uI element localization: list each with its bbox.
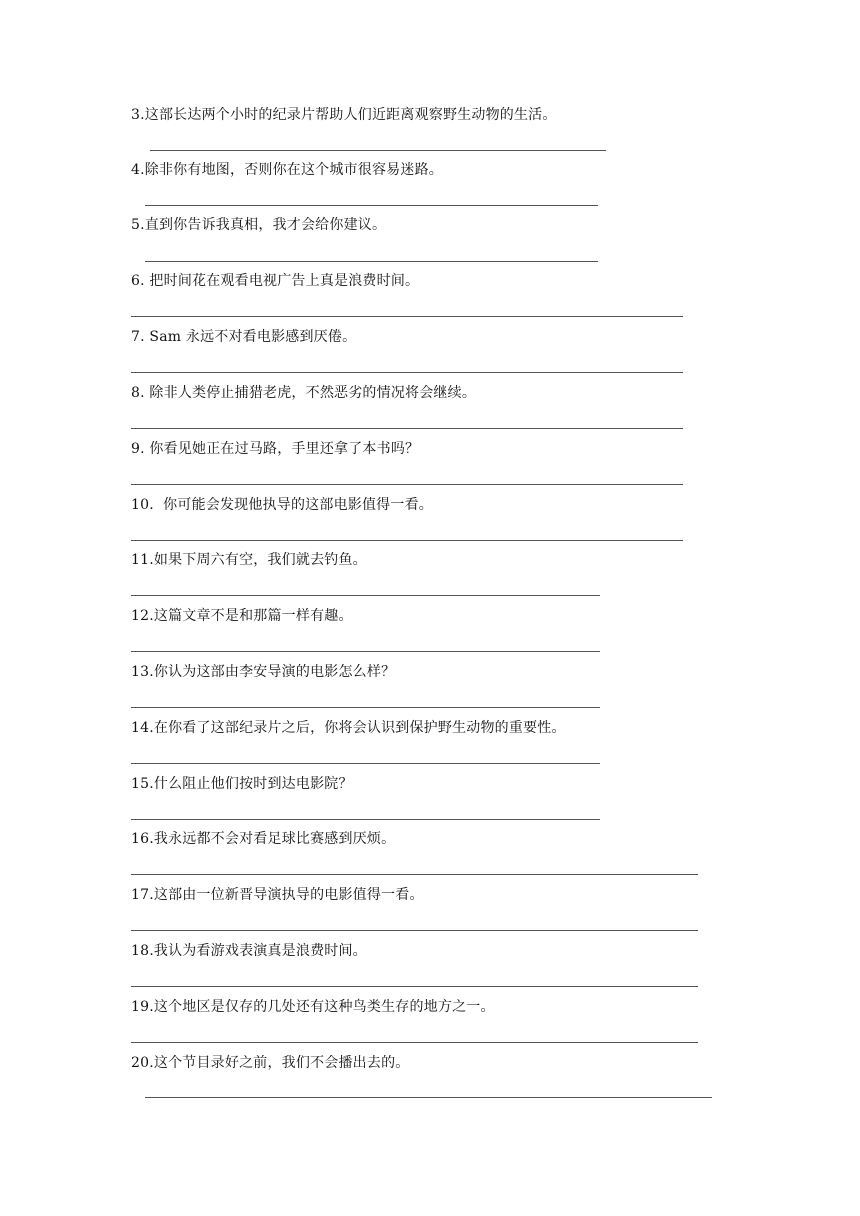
question-number: 11.: [131, 552, 154, 568]
question-text: 你认为这部由李安导演的电影怎么样？: [153, 664, 396, 680]
question-17: [131, 886, 424, 904]
question-number: 9.: [131, 441, 150, 457]
question-number: 14.: [131, 720, 154, 736]
question-11: [131, 551, 367, 569]
answer-line-17[interactable]: [131, 930, 698, 931]
question-18: [131, 942, 367, 960]
question-number: 7.: [131, 329, 150, 345]
question-19: [131, 998, 495, 1016]
question-number: 12.: [131, 608, 154, 624]
question-text: 我认为看游戏表演真是浪费时间。: [153, 943, 367, 959]
question-8: [131, 384, 476, 402]
answer-line-9[interactable]: [131, 484, 683, 485]
question-16: [131, 830, 395, 848]
question-number: 16.: [131, 831, 154, 847]
question-text: 这部由一位新晋导演执导的电影值得一看。: [153, 887, 424, 903]
question-9: [131, 440, 419, 458]
answer-line-14[interactable]: [131, 763, 600, 764]
question-number: 18.: [131, 943, 154, 959]
question-20: [131, 1054, 409, 1072]
question-number: 8.: [131, 385, 150, 401]
question-text: 你可能会发现他执导的这部电影值得一看。: [163, 497, 433, 513]
answer-line-7[interactable]: [131, 372, 683, 373]
question-number: 20.: [131, 1055, 154, 1071]
question-12: [131, 607, 353, 625]
question-4: [131, 161, 443, 179]
answer-line-4[interactable]: [145, 205, 598, 206]
question-number: 17.: [131, 887, 154, 903]
answer-line-3[interactable]: [150, 150, 606, 151]
question-text: 这部长达两个小时的纪录片帮助人们近距离观察野生动物的生活。: [144, 107, 557, 123]
question-number: 6.: [131, 273, 150, 289]
question-text: 什么阻止他们按时到达电影院？: [153, 776, 353, 792]
question-text: 除非你有地图，否则你在这个城市很容易迷路。: [144, 162, 443, 178]
question-3: [131, 106, 557, 124]
question-7: [131, 328, 356, 346]
question-15: [131, 775, 353, 793]
answer-line-13[interactable]: [131, 707, 600, 708]
question-text: 这个节目录好之前，我们不会播出去的。: [153, 1055, 410, 1071]
question-text: 这篇文章不是和那篇一样有趣。: [153, 608, 353, 624]
answer-line-18[interactable]: [131, 986, 698, 987]
question-number: 15.: [131, 776, 154, 792]
question-text: Sam 永远不对看电影感到厌倦。: [149, 329, 357, 345]
answer-line-11[interactable]: [131, 595, 600, 596]
answer-line-12[interactable]: [131, 651, 600, 652]
question-number: 10.: [131, 497, 164, 513]
answer-line-5[interactable]: [145, 261, 598, 262]
question-number: 13.: [131, 664, 154, 680]
answer-line-10[interactable]: [131, 540, 683, 541]
question-text: 除非人类停止捕猎老虎，不然恶劣的情况将会继续。: [149, 385, 477, 401]
answer-line-15[interactable]: [131, 819, 600, 820]
answer-line-8[interactable]: [131, 428, 683, 429]
question-14: [131, 719, 566, 737]
question-text: 这个地区是仅存的几处还有这种鸟类生存的地方之一。: [153, 999, 495, 1015]
question-5: [131, 216, 386, 234]
answer-line-6[interactable]: [131, 316, 683, 317]
question-10: [131, 496, 433, 514]
question-text: 在你看了这部纪录片之后，你将会认识到保护野生动物的重要性。: [153, 720, 566, 736]
question-6: [131, 272, 419, 290]
question-13: [131, 663, 395, 681]
answer-line-19[interactable]: [131, 1042, 698, 1043]
question-text: 直到你告诉我真相，我才会给你建议。: [144, 217, 387, 233]
question-number: 3.: [131, 107, 145, 123]
question-text: 我永远都不会对看足球比赛感到厌烦。: [153, 831, 396, 847]
question-text: 把时间花在观看电视广告上真是浪费时间。: [149, 273, 420, 289]
question-number: 4.: [131, 162, 145, 178]
question-text: 如果下周六有空，我们就去钓鱼。: [153, 552, 367, 568]
question-number: 5.: [131, 217, 145, 233]
answer-line-16[interactable]: [131, 874, 698, 875]
answer-line-20[interactable]: [145, 1097, 712, 1098]
question-text: 你看见她正在过马路，手里还拿了本书吗？: [149, 441, 420, 457]
question-number: 19.: [131, 999, 154, 1015]
